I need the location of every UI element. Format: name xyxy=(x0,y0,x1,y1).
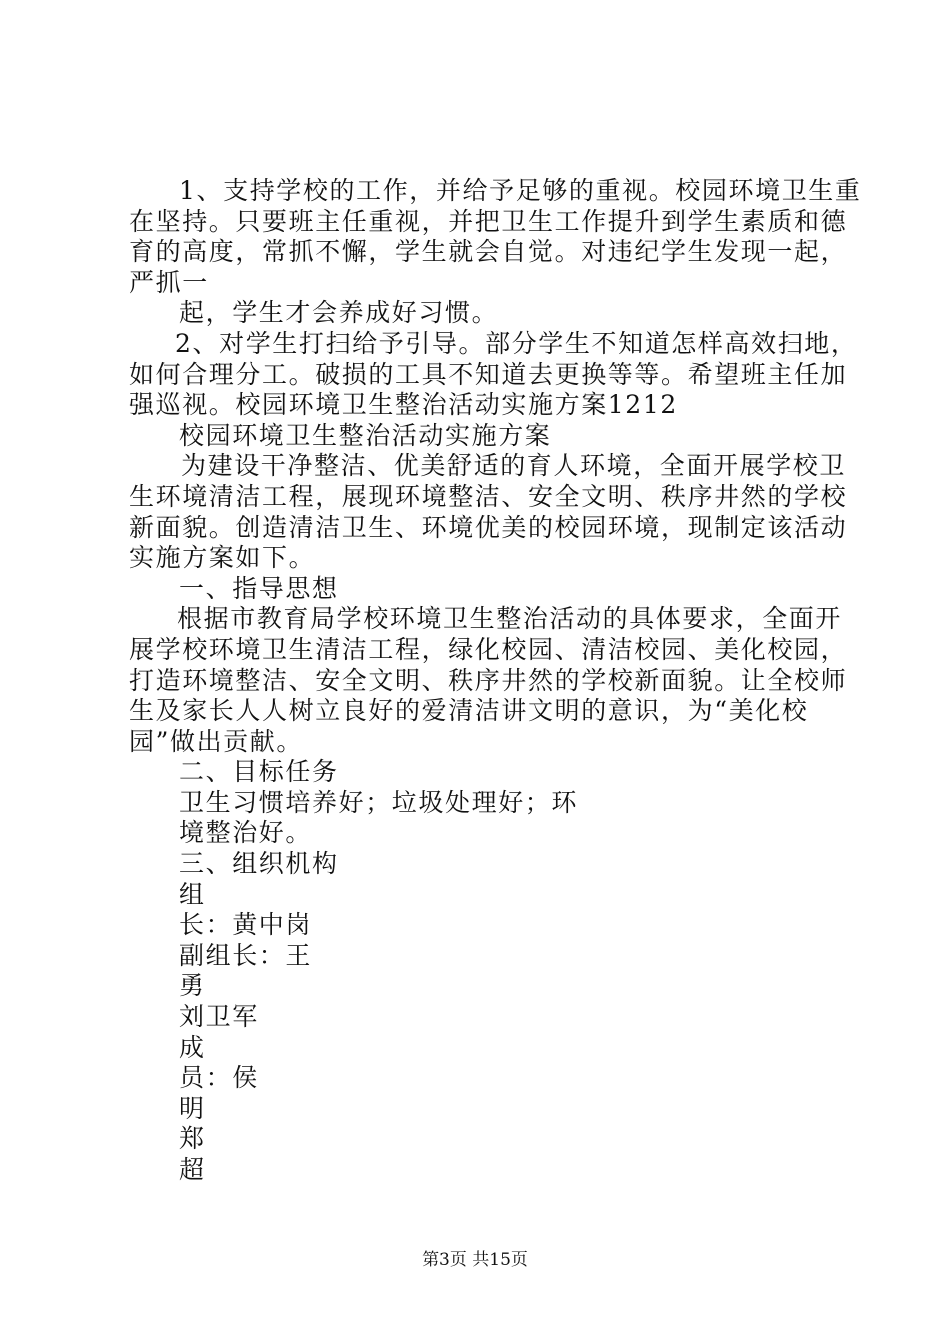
text-line: 在坚持。只要班主任重视，并把卫生工作提升到学生素质和德 xyxy=(129,206,848,236)
text-line: 卫生习惯培养好；垃圾处理好；环 xyxy=(179,787,579,817)
text-line: 园”做出贡献。 xyxy=(129,726,303,756)
text-line: 长：黄中岗 xyxy=(179,910,313,940)
text-line: 成 xyxy=(179,1032,206,1062)
text-line: 打造环境整洁、安全文明、秩序井然的学校新面貌。让全校师 xyxy=(129,665,848,695)
text-line: 校园环境卫生整治活动实施方案 xyxy=(179,420,552,450)
text-line: 二、目标任务 xyxy=(179,757,339,787)
text-line: 强巡视。校园环境卫生整治活动实施方案1212 xyxy=(129,390,678,420)
text-line: 明 xyxy=(179,1093,206,1123)
text-line: 新面貌。创造清洁卫生、环境优美的校园环境，现制定该活动 xyxy=(129,512,848,542)
text-line: 一、指导思想 xyxy=(179,573,339,603)
text-line: 超 xyxy=(179,1155,206,1184)
page-footer: 第3页 共15页 xyxy=(422,1250,528,1270)
text-line: 组 xyxy=(179,879,206,909)
text-line: 育的高度，常抓不懈，学生就会自觉。对违纪学生发现一起， xyxy=(129,237,848,267)
text-line: 刘卫军 xyxy=(179,1002,259,1032)
text-line: 副组长：王 xyxy=(179,940,313,970)
text-line: 如何合理分工。破损的工具不知道去更换等等。希望班主任加 xyxy=(129,359,848,389)
text-line: 展学校环境卫生清洁工程，绿化校园、清洁校园、美化校园， xyxy=(129,634,848,664)
text-line: 1、支持学校的工作，并给予足够的重视。校园环境卫生重 xyxy=(179,176,862,205)
text-line: 起，学生才会养成好习惯。 xyxy=(179,298,499,328)
text-line: 三、组织机构 xyxy=(179,849,339,879)
text-line: 生环境清洁工程，展现环境整洁、安全文明、秩序井然的学校 xyxy=(129,481,848,511)
text-line: 严抓一 xyxy=(129,267,209,297)
text-line: 境整治好。 xyxy=(179,818,313,848)
text-line: 实施方案如下。 xyxy=(129,543,316,573)
text-line: 勇 xyxy=(179,971,206,1001)
text-line: 郑 xyxy=(179,1124,206,1154)
text-line: 根据市教育局学校环境卫生整治活动的具体要求，全面开 xyxy=(177,604,843,634)
document-body xyxy=(129,176,862,1186)
text-line: 2、对学生打扫给予引导。部分学生不知道怎样高效扫地， xyxy=(175,328,858,358)
text-line: 生及家长人人树立良好的爱清洁讲文明的意识，为“美化校 xyxy=(129,696,809,726)
text-line: 为建设干净整洁、优美舒适的育人环境，全面开展学校卫 xyxy=(181,451,847,481)
text-line: 员：侯 xyxy=(179,1063,259,1093)
